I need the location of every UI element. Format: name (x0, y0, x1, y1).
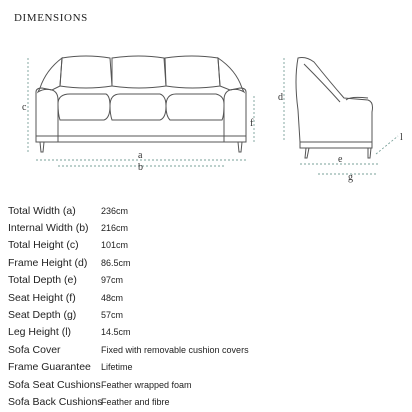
spec-value: 14.5cm (101, 327, 131, 338)
label-d: d (278, 92, 283, 103)
spec-row (8, 237, 408, 254)
spec-row (8, 219, 408, 236)
spec-label: Seat Depth (g) (8, 309, 77, 322)
label-f: f (250, 118, 254, 129)
dimension-lines (28, 58, 398, 174)
spec-label: Leg Height (l) (8, 326, 72, 339)
spec-value: Feather wrapped foam (101, 379, 192, 390)
spec-value: 216cm (101, 223, 129, 234)
spec-value: 48cm (101, 292, 124, 303)
spec-label: Seat Height (f) (8, 291, 76, 304)
specifications-list (8, 202, 408, 411)
label-c: c (22, 102, 27, 113)
spec-row (8, 254, 408, 271)
label-e: e (338, 154, 343, 165)
leg-left (40, 142, 44, 152)
back-cushion-middle (112, 56, 166, 88)
spec-label: Frame Height (d) (8, 256, 88, 269)
spec-value: 101cm (101, 240, 129, 251)
spec-row (8, 289, 408, 306)
side-leg-front (305, 148, 309, 158)
side-base (300, 142, 372, 148)
spec-row (8, 359, 408, 376)
arm-back-right (218, 58, 244, 92)
seat-cushion-middle (110, 94, 166, 120)
spec-label: Sofa Back Cushions (8, 395, 103, 408)
leg-right (238, 142, 242, 152)
label-g: g (348, 172, 353, 183)
spec-row (8, 306, 408, 323)
spec-row (8, 202, 408, 219)
seat-cushion-right (166, 94, 224, 120)
spec-row (8, 341, 408, 358)
page-heading: DIMENSIONS (14, 12, 88, 24)
spec-row (8, 393, 408, 410)
seat-cushion-left (58, 94, 110, 120)
label-a: a (138, 150, 143, 161)
arm-left (36, 88, 58, 142)
spec-label: Sofa Seat Cushions (8, 378, 101, 391)
spec-value: Fixed with removable cushion covers (101, 344, 249, 355)
spec-row (8, 272, 408, 289)
spec-label: Total Depth (e) (8, 274, 77, 287)
sofa-base (36, 136, 246, 142)
spec-label: Frame Guarantee (8, 361, 91, 374)
arm-back-left (38, 58, 62, 92)
spec-label: Total Height (c) (8, 239, 79, 252)
spec-label: Internal Width (b) (8, 222, 89, 235)
sofa-dimension-diagram (0, 40, 412, 198)
side-frame (296, 58, 373, 143)
arm-right (224, 88, 246, 142)
spec-value: 97cm (101, 275, 124, 286)
sofa-front-view (36, 56, 246, 152)
sofa-side-view (296, 58, 373, 159)
side-leg-back (368, 148, 371, 158)
spec-row (8, 376, 408, 393)
spec-value: 86.5cm (101, 257, 131, 268)
spec-value: 57cm (101, 310, 124, 321)
dim-line-l (376, 136, 398, 154)
spec-label: Sofa Cover (8, 343, 61, 356)
label-b: b (138, 162, 143, 173)
side-back-line (304, 64, 340, 102)
spec-row (8, 324, 408, 341)
spec-value: Lifetime (101, 362, 133, 373)
back-cushion-right (165, 56, 220, 88)
spec-value: 236cm (101, 205, 129, 216)
back-cushion-left (60, 56, 112, 88)
spec-label: Total Width (a) (8, 204, 76, 217)
label-l: l (400, 132, 403, 143)
spec-value: Feather and fibre (101, 396, 170, 407)
